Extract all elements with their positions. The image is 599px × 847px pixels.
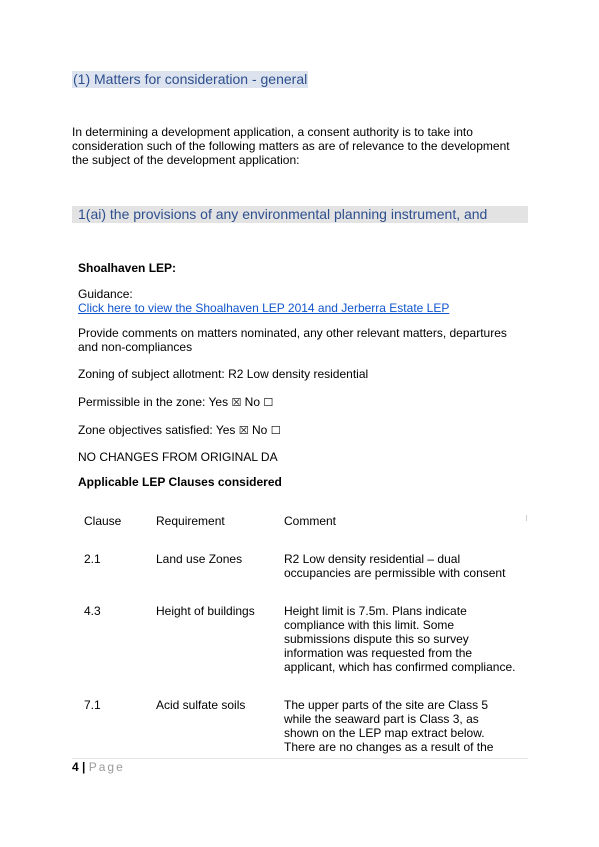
- comment-line: while the seaward part is Class 3, as: [284, 712, 479, 726]
- permissible-yes-checkbox[interactable]: ☒: [231, 396, 242, 409]
- no-changes-note: NO CHANGES FROM ORIGINAL DA: [78, 450, 278, 464]
- comment-line: The upper parts of the site are Class 5: [284, 698, 489, 712]
- footer-divider: [72, 758, 528, 759]
- provide-comments-text: [78, 326, 528, 354]
- header-comment: Comment: [284, 514, 337, 528]
- guidance-label: Guidance:: [78, 287, 133, 301]
- comment-line: applicant, which has confirmed compliance.: [284, 660, 516, 674]
- comment-line: information was requested from the: [284, 646, 473, 660]
- intro-paragraph: [72, 125, 532, 167]
- zoning-line: Zoning of subject allotment: R2 Low density residential: [78, 367, 369, 381]
- comment-line: shown on the LEP map extract below.: [284, 726, 485, 740]
- intro-line: In determining a development application, a consent authority is to take into: [72, 125, 473, 139]
- page-word: Page: [88, 760, 125, 774]
- comment-line: compliance with this limit. Some: [284, 618, 455, 632]
- objectives-line: [78, 423, 528, 438]
- permissible-line: [78, 395, 528, 410]
- page-footer: [72, 760, 125, 774]
- row-comment: [284, 698, 529, 754]
- row-clause: 7.1: [84, 698, 101, 712]
- table-edge-mark: [526, 515, 527, 521]
- footer-separator: |: [82, 760, 86, 774]
- row-clause: 2.1: [84, 552, 101, 566]
- comment-line: Height limit is 7.5m. Plans indicate: [284, 604, 467, 618]
- intro-line: the subject of the development application:: [72, 153, 300, 167]
- comment-line: submissions dispute this so survey: [284, 632, 469, 646]
- row-requirement: Height of buildings: [156, 604, 255, 618]
- guidance-block: [78, 287, 528, 315]
- row-requirement: Acid sulfate soils: [156, 698, 246, 712]
- clauses-title: Applicable LEP Clauses considered: [78, 475, 282, 489]
- row-clause: 4.3: [84, 604, 101, 618]
- comment-line: occupancies are permissible with consent: [284, 566, 506, 580]
- row-comment: [284, 604, 529, 674]
- row-comment: [284, 552, 529, 580]
- lep-title: Shoalhaven LEP:: [78, 261, 177, 275]
- permissible-no-checkbox[interactable]: ☐: [263, 396, 274, 409]
- provide-line: Provide comments on matters nominated, any other relevant matters, departures: [78, 326, 507, 340]
- section-heading-ai: 1(ai) the provisions of any environmental planning instrument, and: [72, 206, 528, 223]
- section-heading-general: (1) Matters for consideration - general: [73, 71, 308, 87]
- guidance-link[interactable]: Click here to view the Shoalhaven LEP 2014 and Jerberra Estate LEP: [78, 301, 450, 315]
- header-requirement: Requirement: [156, 514, 225, 528]
- objectives-no-label: No: [252, 423, 268, 437]
- provide-line: and non-compliances: [78, 340, 193, 354]
- row-requirement: Land use Zones: [156, 552, 243, 566]
- intro-line: consideration such of the following matters as are of relevance to the development: [72, 139, 510, 153]
- objectives-label: Zone objectives satisfied: Yes: [78, 423, 236, 437]
- comment-line: R2 Low density residential – dual: [284, 552, 461, 566]
- permissible-no-label: No: [244, 395, 260, 409]
- header-clause: Clause: [84, 514, 122, 528]
- objectives-yes-checkbox[interactable]: ☒: [238, 424, 249, 437]
- page-number: 4: [72, 760, 79, 774]
- permissible-label: Permissible in the zone: Yes: [78, 395, 229, 409]
- objectives-no-checkbox[interactable]: ☐: [270, 424, 281, 437]
- comment-line: There are no changes as a result of the: [284, 740, 494, 754]
